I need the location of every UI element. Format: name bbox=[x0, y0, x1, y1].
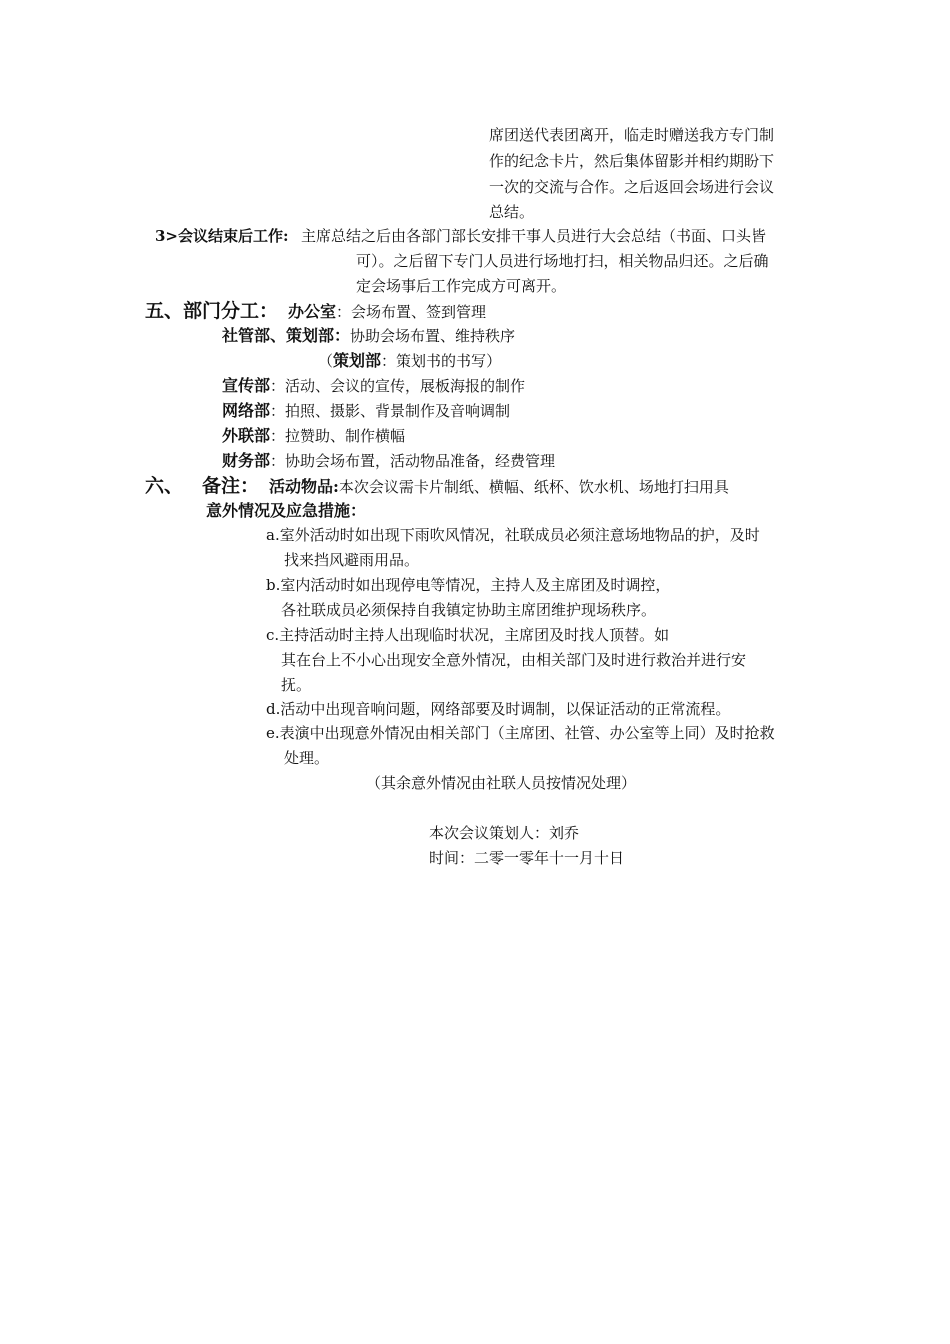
dept-desc: 协助会场布置、维持秩序 bbox=[350, 327, 516, 345]
dept-row-social-planning bbox=[222, 324, 515, 348]
dept-sep: ： bbox=[270, 377, 286, 395]
activity-items-label: 活动物品: bbox=[269, 477, 339, 496]
dept-sep: ： bbox=[336, 303, 352, 321]
paragraph-line: 作的纪念卡片，然后集体留影并相约期盼下 bbox=[489, 152, 775, 170]
measure-b-line: 各社联成员必须保持自我镇定协助主席团维护现场秩序。 bbox=[281, 601, 657, 619]
section6-label: 备注： bbox=[202, 475, 260, 497]
measure-e-line: 处理。 bbox=[284, 749, 330, 767]
dept-sep: ： bbox=[270, 402, 286, 420]
dept-name: 办公室 bbox=[288, 302, 337, 321]
measure-e-line: e.表演中出现意外情况由相关部门（主席团、社管、办公室等上同）及时抢救 bbox=[266, 724, 775, 742]
paragraph-line: 一次的交流与合作。之后返回会场进行会议 bbox=[489, 178, 775, 196]
dept-name: 外联部 bbox=[222, 426, 271, 445]
dept-name: 财务部 bbox=[222, 451, 271, 470]
dept-row-finance bbox=[222, 449, 555, 473]
dept-name: 宣传部 bbox=[222, 376, 271, 395]
section6-num: 六、 bbox=[145, 475, 184, 497]
dept-row-planning bbox=[318, 349, 501, 373]
dept-row-publicity bbox=[222, 374, 525, 398]
other-cases-note: （其余意外情况由社联人员按情况处理） bbox=[366, 774, 637, 792]
dept-desc: 拍照、摄影、背景制作及音响调制 bbox=[285, 402, 511, 420]
open-paren: （ bbox=[318, 352, 334, 370]
post-meeting-line: 定会场事后工作完成方可离开。 bbox=[356, 277, 567, 295]
paragraph-line: 总结。 bbox=[489, 203, 535, 221]
dept-desc: 会场布置、签到管理 bbox=[351, 303, 487, 321]
activity-items-desc: 本次会议需卡片制纸、横幅、纸杯、饮水机、场地打扫用具 bbox=[338, 478, 729, 496]
dept-row-network bbox=[222, 399, 510, 423]
dept-name: 策划部 bbox=[333, 351, 382, 370]
measure-b-line: b.室内活动时如出现停电等情况，主持人及主席团及时调控， bbox=[266, 576, 671, 594]
dept-name: 网络部 bbox=[222, 401, 271, 420]
dept-sep: ： bbox=[270, 452, 286, 470]
paragraph-line: 席团送代表团离开，临走时赠送我方专门制 bbox=[489, 126, 775, 144]
measure-c-line: 其在台上不小心出现安全意外情况，由相关部门及时进行救治并进行安 bbox=[281, 651, 747, 669]
dept-desc: 协助会场布置，活动物品准备，经费管理 bbox=[285, 452, 556, 470]
post-meeting-line: 可）。之后留下专门人员进行场地打扫，相关物品归还。之后确 bbox=[356, 252, 769, 270]
planner-line: 本次会议策划人：刘乔 bbox=[429, 824, 580, 842]
date-line: 时间：二零一零年十一月十日 bbox=[429, 849, 625, 867]
dept-desc: 活动、会议的宣传，展板海报的制作 bbox=[285, 377, 526, 395]
measure-c-line: 抚。 bbox=[281, 676, 312, 694]
dept-name: 社管部、策划部 bbox=[222, 326, 335, 345]
close-paren: ） bbox=[486, 352, 502, 370]
emergency-heading: 意外情况及应急措施： bbox=[206, 501, 367, 520]
post-meeting-label: 3>会议结束后工作: bbox=[155, 227, 289, 245]
measure-c-line: c.主持活动时主持人出现临时状况，主席团及时找人顶替。如 bbox=[266, 626, 670, 644]
dept-sep: ： bbox=[334, 326, 351, 345]
activity-items-row bbox=[269, 475, 729, 499]
dept-row-office bbox=[288, 300, 486, 324]
post-meeting-line: 主席总结之后由各部门部长安排干事人员进行大会总结（书面、口头皆 bbox=[301, 227, 767, 245]
section5-heading: 五、部门分工： bbox=[145, 300, 279, 322]
measure-d-line: d.活动中出现音响问题，网络部要及时调制，以保证活动的正常流程。 bbox=[266, 700, 731, 718]
dept-sep: ： bbox=[381, 352, 397, 370]
dept-sep: ： bbox=[270, 427, 286, 445]
measure-a-line: 找来挡风避雨用品。 bbox=[284, 551, 420, 569]
dept-desc: 策划书的书写 bbox=[396, 352, 487, 370]
measure-a-line: a.室外活动时如出现下雨吹风情况，社联成员必须注意场地物品的护，及时 bbox=[266, 526, 760, 544]
dept-row-external bbox=[222, 424, 405, 448]
dept-desc: 拉赞助、制作横幅 bbox=[285, 427, 406, 445]
